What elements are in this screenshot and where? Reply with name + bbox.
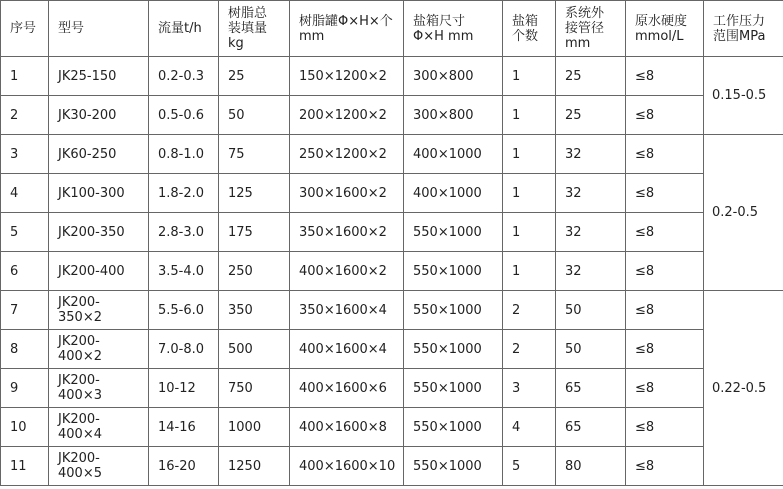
- cell-raw-water-hardness: ≤8: [626, 213, 704, 252]
- cell-resin-tank-size: 400×1600×10: [290, 447, 404, 486]
- cell-resin-tank-size: 300×1600×2: [290, 174, 404, 213]
- header-resin-tank-size: 树脂罐Φ×H×个 mm: [290, 1, 404, 57]
- cell-brine-tank-count: 4: [503, 408, 556, 447]
- cell-brine-tank-size: 300×800: [404, 57, 503, 96]
- table-row: [1, 213, 783, 252]
- cell-raw-water-hardness: ≤8: [626, 408, 704, 447]
- cell-brine-tank-count: 2: [503, 330, 556, 369]
- cell-pipe-diameter: 32: [556, 252, 626, 291]
- cell-resin-volume: 25: [219, 57, 290, 96]
- header-model: 型号: [49, 1, 149, 57]
- cell-index: 8: [1, 330, 49, 369]
- table-row: [1, 57, 783, 96]
- cell-pipe-diameter: 65: [556, 369, 626, 408]
- header-working-pressure: 工作压力 范围MPa: [704, 1, 783, 57]
- cell-index: 7: [1, 291, 49, 330]
- cell-raw-water-hardness: ≤8: [626, 369, 704, 408]
- cell-resin-tank-size: 400×1600×6: [290, 369, 404, 408]
- cell-flow-rate: 0.2-0.3: [149, 57, 219, 96]
- header-pipe-diameter: 系统外 接管径 mm: [556, 1, 626, 57]
- cell-index: 11: [1, 447, 49, 486]
- cell-model: JK200- 400×3: [49, 369, 149, 408]
- cell-brine-tank-size: 550×1000: [404, 291, 503, 330]
- cell-working-pressure: 0.22-0.5: [704, 291, 783, 486]
- cell-brine-tank-count: 3: [503, 369, 556, 408]
- cell-pipe-diameter: 50: [556, 291, 626, 330]
- cell-flow-rate: 7.0-8.0: [149, 330, 219, 369]
- cell-resin-volume: 500: [219, 330, 290, 369]
- cell-brine-tank-count: 1: [503, 252, 556, 291]
- cell-pipe-diameter: 32: [556, 174, 626, 213]
- cell-resin-volume: 250: [219, 252, 290, 291]
- cell-model: JK25-150: [49, 57, 149, 96]
- table-row: [1, 447, 783, 486]
- cell-model: JK200- 400×2: [49, 330, 149, 369]
- cell-flow-rate: 3.5-4.0: [149, 252, 219, 291]
- cell-resin-tank-size: 200×1200×2: [290, 96, 404, 135]
- cell-resin-tank-size: 400×1600×2: [290, 252, 404, 291]
- cell-model: JK200-350: [49, 213, 149, 252]
- cell-raw-water-hardness: ≤8: [626, 96, 704, 135]
- cell-flow-rate: 0.8-1.0: [149, 135, 219, 174]
- cell-index: 6: [1, 252, 49, 291]
- cell-resin-volume: 1250: [219, 447, 290, 486]
- cell-flow-rate: 0.5-0.6: [149, 96, 219, 135]
- cell-brine-tank-count: 1: [503, 174, 556, 213]
- cell-index: 9: [1, 369, 49, 408]
- cell-resin-volume: 75: [219, 135, 290, 174]
- cell-raw-water-hardness: ≤8: [626, 57, 704, 96]
- cell-pipe-diameter: 50: [556, 330, 626, 369]
- cell-brine-tank-count: 1: [503, 57, 556, 96]
- cell-resin-tank-size: 150×1200×2: [290, 57, 404, 96]
- table-header-row: [1, 1, 783, 57]
- cell-brine-tank-size: 550×1000: [404, 408, 503, 447]
- table-row: [1, 96, 783, 135]
- table-row: [1, 135, 783, 174]
- cell-brine-tank-size: 550×1000: [404, 369, 503, 408]
- cell-raw-water-hardness: ≤8: [626, 135, 704, 174]
- cell-brine-tank-count: 5: [503, 447, 556, 486]
- cell-pipe-diameter: 65: [556, 408, 626, 447]
- cell-raw-water-hardness: ≤8: [626, 447, 704, 486]
- cell-raw-water-hardness: ≤8: [626, 330, 704, 369]
- header-resin-volume: 树脂总 装填量 kg: [219, 1, 290, 57]
- cell-index: 5: [1, 213, 49, 252]
- table-row: [1, 174, 783, 213]
- cell-brine-tank-count: 1: [503, 96, 556, 135]
- cell-model: JK200-400: [49, 252, 149, 291]
- cell-resin-tank-size: 350×1600×4: [290, 291, 404, 330]
- header-raw-water-hardness: 原水硬度 mmol/L: [626, 1, 704, 57]
- cell-pipe-diameter: 32: [556, 135, 626, 174]
- cell-resin-tank-size: 350×1600×2: [290, 213, 404, 252]
- cell-working-pressure: 0.15-0.5: [704, 57, 783, 135]
- header-brine-tank-count: 盐箱 个数: [503, 1, 556, 57]
- cell-resin-volume: 350: [219, 291, 290, 330]
- cell-index: 10: [1, 408, 49, 447]
- cell-brine-tank-size: 400×1000: [404, 174, 503, 213]
- table-row: [1, 291, 783, 330]
- header-flow-rate: 流量t/h: [149, 1, 219, 57]
- cell-flow-rate: 1.8-2.0: [149, 174, 219, 213]
- cell-model: JK200- 350×2: [49, 291, 149, 330]
- cell-pipe-diameter: 32: [556, 213, 626, 252]
- cell-pipe-diameter: 25: [556, 96, 626, 135]
- table-row: [1, 330, 783, 369]
- cell-resin-volume: 1000: [219, 408, 290, 447]
- cell-pipe-diameter: 25: [556, 57, 626, 96]
- cell-flow-rate: 5.5-6.0: [149, 291, 219, 330]
- cell-brine-tank-count: 1: [503, 135, 556, 174]
- table-row: [1, 252, 783, 291]
- cell-resin-tank-size: 400×1600×8: [290, 408, 404, 447]
- cell-brine-tank-size: 550×1000: [404, 252, 503, 291]
- cell-index: 1: [1, 57, 49, 96]
- cell-brine-tank-size: 300×800: [404, 96, 503, 135]
- cell-brine-tank-size: 550×1000: [404, 330, 503, 369]
- cell-resin-volume: 125: [219, 174, 290, 213]
- header-index: 序号: [1, 1, 49, 57]
- cell-brine-tank-count: 1: [503, 213, 556, 252]
- cell-working-pressure: 0.2-0.5: [704, 135, 783, 291]
- cell-index: 4: [1, 174, 49, 213]
- cell-raw-water-hardness: ≤8: [626, 252, 704, 291]
- cell-flow-rate: 2.8-3.0: [149, 213, 219, 252]
- cell-brine-tank-size: 550×1000: [404, 213, 503, 252]
- cell-raw-water-hardness: ≤8: [626, 291, 704, 330]
- cell-model: JK60-250: [49, 135, 149, 174]
- cell-resin-volume: 175: [219, 213, 290, 252]
- cell-resin-volume: 750: [219, 369, 290, 408]
- cell-model: JK200- 400×5: [49, 447, 149, 486]
- cell-brine-tank-count: 2: [503, 291, 556, 330]
- cell-flow-rate: 10-12: [149, 369, 219, 408]
- cell-flow-rate: 14-16: [149, 408, 219, 447]
- cell-flow-rate: 16-20: [149, 447, 219, 486]
- cell-index: 2: [1, 96, 49, 135]
- cell-model: JK200- 400×4: [49, 408, 149, 447]
- cell-model: JK100-300: [49, 174, 149, 213]
- table-row: [1, 408, 783, 447]
- cell-resin-volume: 50: [219, 96, 290, 135]
- cell-raw-water-hardness: ≤8: [626, 174, 704, 213]
- table-row: [1, 369, 783, 408]
- cell-pipe-diameter: 80: [556, 447, 626, 486]
- cell-index: 3: [1, 135, 49, 174]
- cell-brine-tank-size: 400×1000: [404, 135, 503, 174]
- cell-brine-tank-size: 550×1000: [404, 447, 503, 486]
- cell-resin-tank-size: 250×1200×2: [290, 135, 404, 174]
- cell-resin-tank-size: 400×1600×4: [290, 330, 404, 369]
- header-brine-tank-size: 盐箱尺寸 Φ×H mm: [404, 1, 503, 57]
- cell-model: JK30-200: [49, 96, 149, 135]
